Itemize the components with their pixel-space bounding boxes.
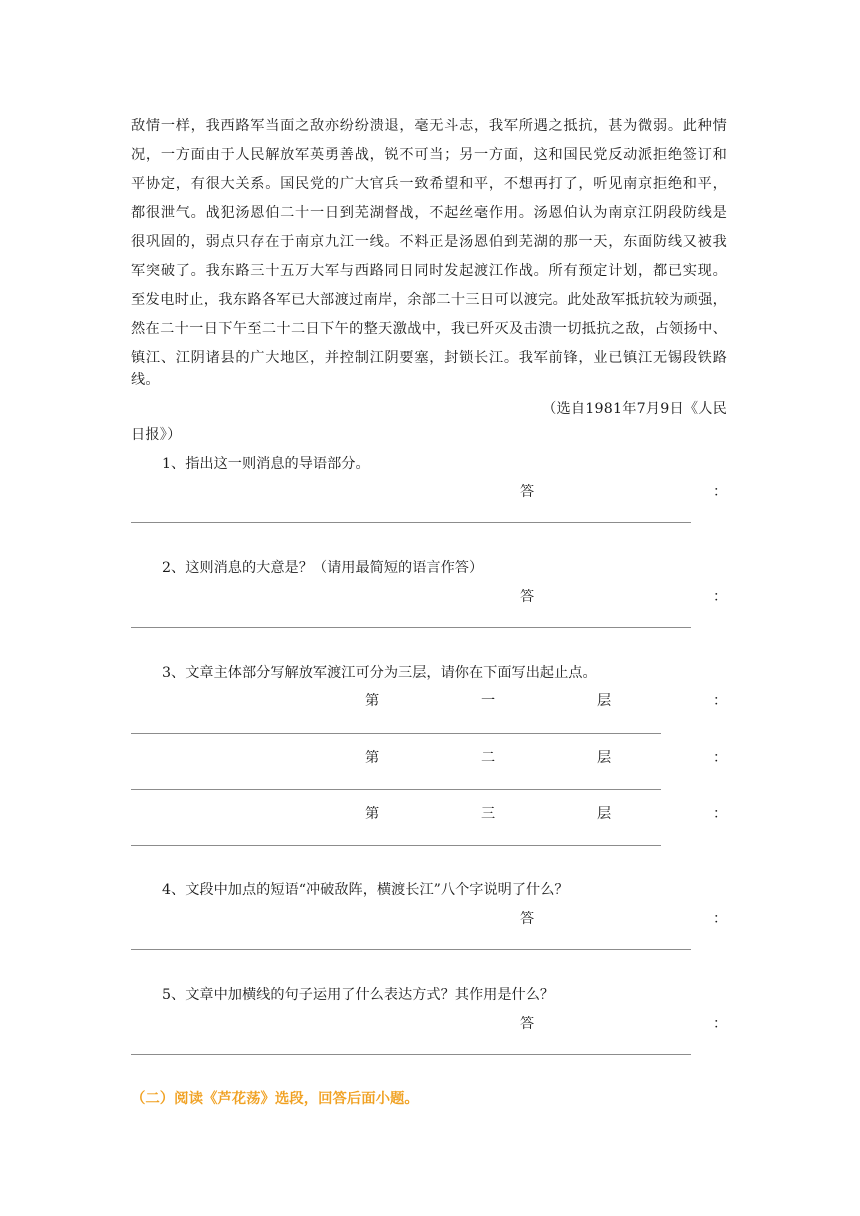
- question-1: 1、指出这一则消息的导语部分。: [162, 456, 370, 472]
- question-4: 4、文段中加点的短语“冲破敌阵，横渡长江”八个字说明了什么？: [162, 882, 569, 898]
- answer-colon: ：: [713, 806, 728, 822]
- passage-line: 线。: [131, 372, 160, 388]
- answer-line-4[interactable]: [131, 949, 691, 950]
- section-heading: （二）阅读《芦花荡》选段，回答后面小题。: [131, 1091, 419, 1107]
- layer-char: 三: [481, 806, 496, 822]
- answer-line-5[interactable]: [131, 1054, 691, 1055]
- passage-line: 至发电时止，我东路各军已大部渡过南岸，余部二十三日可以渡完。此处敌军抵抗较为顽强，: [131, 292, 727, 308]
- layer-char: 层: [597, 806, 612, 822]
- answer-label: 答: [520, 589, 535, 605]
- question-2: 2、这则消息的大意是？（请用最简短的语言作答）: [162, 560, 484, 576]
- passage-line: 都很泄气。战犯汤恩伯二十一日到芜湖督战，不起丝毫作用。汤恩伯认为南京江阴段防线是: [131, 205, 727, 221]
- answer-colon: ：: [713, 1016, 728, 1032]
- answer-line-2[interactable]: [131, 627, 691, 628]
- source-citation: （选自1981年7月9日《人民: [542, 401, 727, 417]
- answer-line-3-2[interactable]: [131, 789, 661, 790]
- layer-char: 二: [481, 750, 496, 766]
- passage-line: 平协定，有很大关系。国民党的广大官兵一致希望和平，不想再打了，听见南京拒绝和平，: [131, 176, 727, 192]
- answer-line-3-1[interactable]: [131, 733, 661, 734]
- answer-line-1[interactable]: [131, 522, 691, 523]
- passage-line: 很巩固的，弱点只存在于南京九江一线。不料正是汤恩伯到芜湖的那一天，东面防线又被我: [131, 234, 727, 250]
- layer-char: 一: [481, 693, 496, 709]
- answer-colon: ：: [713, 484, 728, 500]
- layer-char: 第: [365, 806, 380, 822]
- layer-char: 层: [597, 693, 612, 709]
- layer-char: 第: [365, 750, 380, 766]
- answer-line-3-3[interactable]: [131, 845, 661, 846]
- answer-colon: ：: [713, 911, 728, 927]
- answer-label: 答: [520, 1016, 535, 1032]
- answer-colon: ：: [713, 750, 728, 766]
- answer-label: 答: [520, 484, 535, 500]
- passage-line: 敌情一样，我西路军当面之敌亦纷纷溃退，毫无斗志，我军所遇之抵抗，甚为微弱。此种情: [131, 118, 727, 134]
- passage-line: 况，一方面由于人民解放军英勇善战，锐不可当；另一方面，这和国民党反动派拒绝签订和: [131, 147, 727, 163]
- passage-line: 然在二十一日下午至二十二日下午的整天激战中，我已歼灭及击溃一切抵抗之敌，占领扬中、: [131, 321, 727, 337]
- answer-label: 答: [520, 911, 535, 927]
- source-citation-cont: 日报》）: [131, 427, 182, 443]
- answer-colon: ：: [713, 589, 728, 605]
- answer-colon: ：: [713, 693, 728, 709]
- question-5: 5、文章中加横线的句子运用了什么表达方式？其作用是什么？: [162, 987, 555, 1003]
- layer-char: 层: [597, 750, 612, 766]
- passage-line: 军突破了。我东路三十五万大军与西路同日同时发起渡江作战。所有预定计划，都已实现。: [131, 263, 727, 279]
- passage-line: 镇江、江阴诸县的广大地区，并控制江阴要塞，封锁长江。我军前锋，业已镇江无锡段铁路: [131, 350, 727, 366]
- layer-char: 第: [365, 693, 380, 709]
- question-3: 3、文章主体部分写解放军渡江可分为三层，请你在下面写出起止点。: [162, 665, 597, 681]
